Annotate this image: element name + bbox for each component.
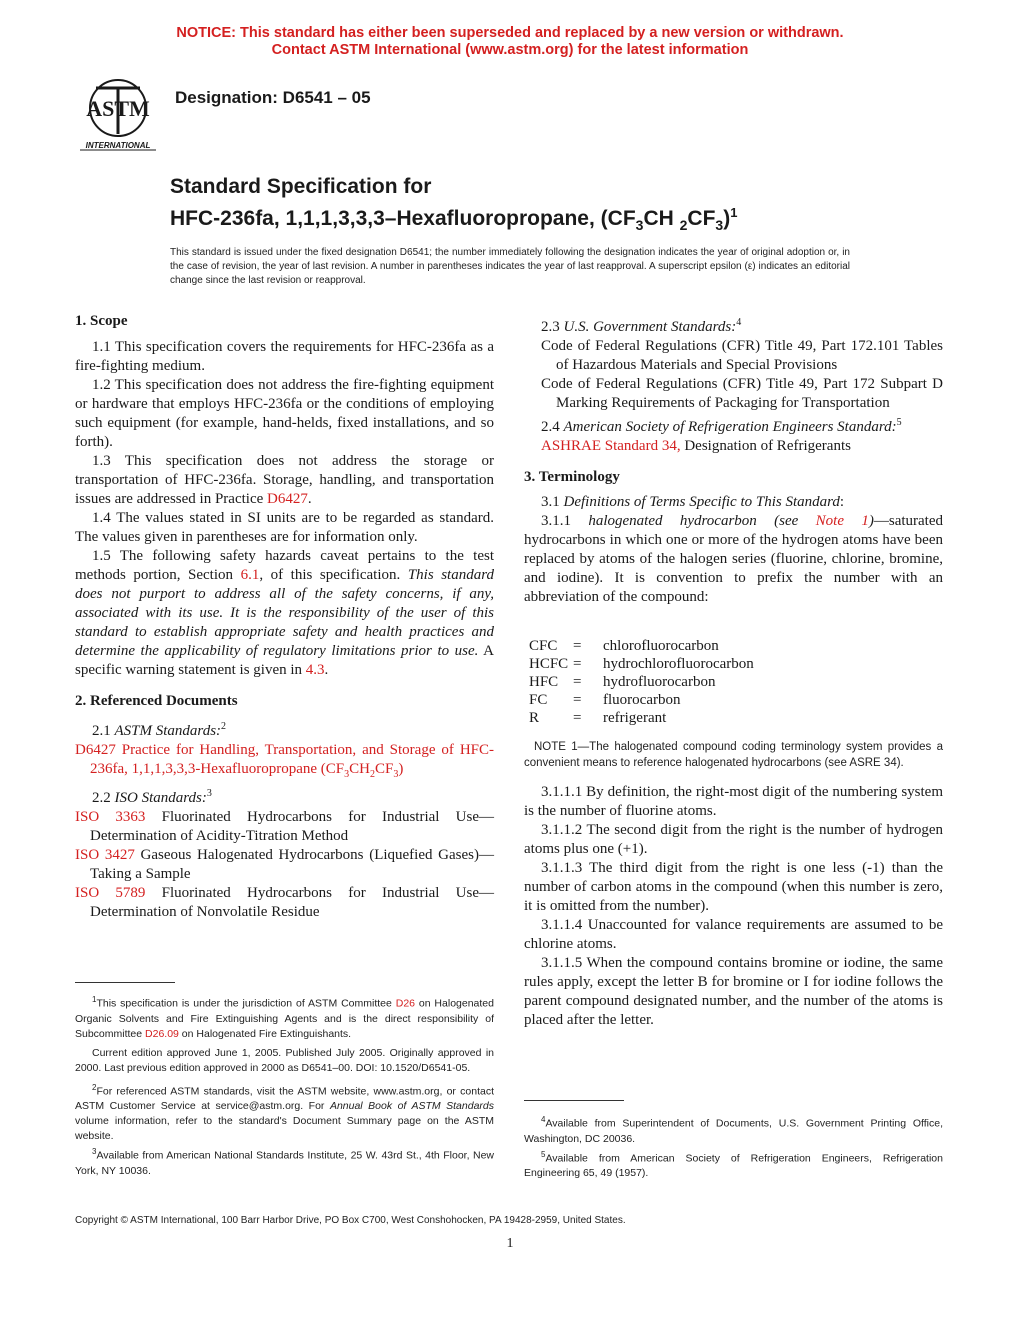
link-note-1[interactable]: Note 1 [815, 513, 869, 529]
ref-iso-3363: ISO 3363 Fluorinated Hydrocarbons for Industrial Use—Determination of Acidity-Titration Method [75, 809, 495, 844]
abbreviation-equals: = [573, 638, 582, 654]
link-iso-3363[interactable]: ISO 3363 [75, 809, 146, 825]
footnote-5: $^5$Available from American Society of Refrigeration Engineers, Refrigeration Engineering 65, 49 (1957). [524, 1149, 943, 1179]
abbreviation-code: R [529, 710, 540, 726]
para-2-4: 2.4 American Society of Refrigeration Engineers Standard:$^5$ [541, 417, 902, 435]
para-3-1-1-2: 3.1.1.2 The second digit from the right is the number of hydrogen atoms plus one (+1). [524, 822, 943, 857]
section-referenced-heading: 2. Referenced Documents [75, 693, 238, 709]
footnote-divider-right [524, 1100, 624, 1101]
link-d6427[interactable]: D6427 [267, 491, 308, 507]
footnote-divider-left [75, 982, 175, 983]
footnotes-left [75, 992, 494, 1179]
para-3-1-1-1: 3.1.1.1 By definition, the right-most digit of the numbering system is the number of fluorine atoms. [524, 784, 943, 819]
link-ashrae-34[interactable]: ASHRAE Standard 34, [541, 438, 681, 454]
para-1-1: 1.1 This specification covers the requirements for HFC-236fa as a fire-fighting medium. [75, 339, 494, 374]
notice-line-1: NOTICE: This standard has either been superseded and replaced by a new version or withdrawn. [176, 25, 844, 41]
title-line-1: Standard Specification for [170, 175, 432, 198]
abbreviation-equals: = [573, 674, 582, 690]
abbreviation-equals: = [573, 656, 582, 672]
para-2-1: 2.1 ASTM Standards:$^2$ [92, 721, 227, 739]
note-1: NOTE 1—The halogenated compound coding terminology system provides a convenient means to reference halogenated hydrocarbons (see ASRE 34). [524, 741, 943, 769]
abbreviation-row [529, 673, 754, 691]
ref-cfr-1: Code of Federal Regulations (CFR) Title 49, Part 172.101 Tables of Hazardous Materials and Special Provisions [541, 338, 943, 373]
abbreviation-table [529, 637, 754, 727]
abbreviation-meaning: hydrochlorofluorocarbon [603, 656, 754, 672]
astm-logo [76, 76, 160, 154]
abbreviation-equals: = [573, 710, 582, 726]
footnote-2: $^2$For referenced ASTM standards, visit the ASTM website, www.astm.org, or contact ASTM Customer Service at service@astm.org. For Annual Book of ASTM Standards volume information, refer to the standard's Document Summary page on the ASTM website. [75, 1082, 494, 1142]
abbreviation-code: HFC [529, 674, 559, 690]
para-2-3: 2.3 U.S. Government Standards:$^4$ [541, 317, 742, 335]
title-line-2: HFC-236fa, 1,1,1,3,3,3–Hexafluoropropane, ($CF_3CH$ $_2CF_3)^1$ [170, 205, 738, 234]
logo-text: ASTM [86, 96, 150, 121]
link-iso-5789[interactable]: ISO 5789 [75, 885, 146, 901]
footnote-4: $^4$Available from Superintendent of Documents, U.S. Government Printing Office, Washington, DC 20036. [524, 1115, 943, 1145]
abbreviation-row [529, 709, 754, 727]
abbreviation-meaning: fluorocarbon [603, 692, 681, 708]
para-3-1: 3.1 Definitions of Terms Specific to This Standard: [541, 494, 845, 510]
abbreviation-row [529, 691, 754, 709]
abbreviation-code: CFC [529, 638, 558, 654]
footnote-1: $^1$This specification is under the jurisdiction of ASTM Committee D26 on Halogenated Organic Solvents and Fire Extinguishing Agents and is the direct responsibility of Subcommittee D26.09 on Halogenated Fire Extinguishants. [75, 995, 494, 1040]
link-d26-09[interactable]: D26.09 [145, 1027, 179, 1040]
abbreviation-code: FC [529, 692, 548, 708]
copyright-line: Copyright © ASTM International, 100 Barr Harbor Drive, PO Box C700, West Conshohocken, PA 19428-2959, United States. [75, 1215, 626, 1226]
ref-ashrae-34: ASHRAE Standard 34, Designation of Refrigerants [541, 438, 851, 454]
link-iso-3427[interactable]: ISO 3427 [75, 847, 135, 863]
left-column [75, 312, 494, 922]
ref-iso-3427: ISO 3427 Gaseous Halogenated Hydrocarbons (Liquefied Gases)—Taking a Sample [75, 847, 495, 882]
section-scope-heading: 1. Scope [75, 313, 128, 329]
ref-iso-5789: ISO 5789 Fluorinated Hydrocarbons for Industrial Use—Determination of Nonvolatile Residue [75, 885, 495, 920]
abbreviation-equals: = [573, 692, 582, 708]
preamble: This standard is issued under the fixed designation D6541; the number immediately following the designation indicates the year of original adoption or, in the case of revision, the year of last revision. A number in parentheses indicates the year of last reapproval. A superscript epsilon (ε) indicates an editorial change since the last revision or reapproval. [170, 247, 850, 286]
ref-cfr-2: Code of Federal Regulations (CFR) Title 49, Part 172 Subpart D Marking Requirements of Packaging for Transportation [541, 376, 943, 411]
para-1-2: 1.2 This specification does not address the fire-fighting equipment or hardware that employs HFC-236fa or the conditions of employing such equipment (for example, hand-helds, fixed installations, and so forth). [75, 377, 494, 450]
logo-subtext: INTERNATIONAL [85, 141, 151, 150]
footnotes-right [524, 1112, 943, 1181]
page-number: 1 [506, 1236, 514, 1251]
footnote-1-edition: Current edition approved June 1, 2005. Published July 2005. Originally approved in 2000. Last previous edition approved in 2000 as D6541–00. DOI: 10.1520/D6541-05. [75, 1046, 494, 1074]
para-1-5: 1.5 The following safety hazards caveat pertains to the test methods portion, Section 6.1, of this specification. This standard does not purport to address all of the safety concerns, if any, associated with its use. It is the responsibility of the user of this standard to establish appropriate safety and health practices and determine the applicability of regulatory limitations prior to use. A specific warning statement is given in 4.3. [75, 548, 494, 678]
para-3-1-1-5: 3.1.1.5 When the compound contains bromine or iodine, the same rules apply, except the letter B for bromine or I for iodine follows the parent compound designated number, and the number of the atoms is placed after the letter. [524, 955, 943, 1028]
footnote-3: $^3$Available from American National Standards Institute, 25 W. 43rd St., 4th Floor, New York, NY 10036. [75, 1147, 494, 1177]
link-d26[interactable]: D26 [395, 997, 415, 1010]
abbreviation-meaning: chlorofluorocarbon [603, 638, 719, 654]
notice-line-2: Contact ASTM International (www.astm.org) for the latest information [271, 42, 749, 58]
abbreviation-code: HCFC [529, 656, 569, 672]
link-section-4-3[interactable]: 4.3 [305, 662, 325, 678]
abbreviation-meaning: refrigerant [603, 710, 667, 726]
designation: Designation: D6541 – 05 [175, 88, 371, 107]
abbreviation-row [529, 655, 754, 673]
para-1-3: 1.3 This specification does not address the storage or transportation of HFC-236fa. Storage, handling, and transportation issues are addressed in Practice D6427. [75, 453, 494, 507]
ref-d6427[interactable]: D6427 Practice for Handling, Transportation, and Storage of HFC-236fa, 1,1,1,3,3,3-Hexafluoropropane $(CF_3CH_2CF_3)$ [75, 742, 494, 780]
para-2-2: 2.2 ISO Standards:$^3$ [92, 788, 212, 806]
para-1-4: 1.4 The values stated in SI units are to be regarded as standard. The values given in parentheses are for information only. [75, 510, 494, 545]
right-column [524, 313, 943, 1030]
astm-logo-icon [76, 76, 160, 154]
notice-banner [0, 25, 1020, 59]
para-3-1-1-3: 3.1.1.3 The third digit from the right is one less (-1) than the number of carbon atoms in the compound (when this number is zero, it is omitted from the number). [524, 860, 943, 914]
para-3-1-1-4: 3.1.1.4 Unaccounted for valance requirements are assumed to be chlorine atoms. [524, 917, 943, 952]
abbreviation-meaning: hydrofluorocarbon [603, 674, 716, 690]
para-3-1-1: 3.1.1 halogenated hydrocarbon (see Note 1)—saturated hydrocarbons in which one or more of the hydrogen atoms have been replaced by atoms of the halogen series (fluorine, chlorine, bromine, and iodine). It is convention to prefix the number with an abbreviation of the compound: [524, 513, 943, 605]
link-section-6-1[interactable]: 6.1 [240, 567, 260, 583]
document-title [170, 174, 737, 238]
abbreviation-row [529, 637, 754, 655]
section-terminology-heading: 3. Terminology [524, 469, 620, 485]
